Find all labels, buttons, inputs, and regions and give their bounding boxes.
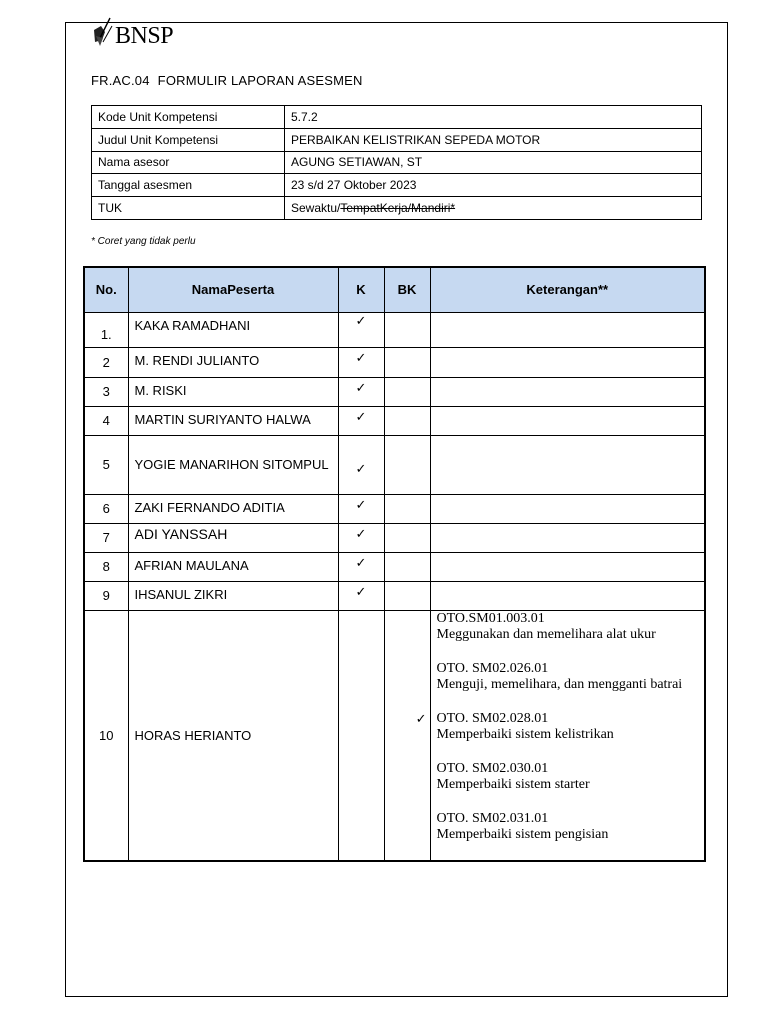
form-title <box>91 73 363 88</box>
info-row <box>92 106 702 129</box>
info-label: TUK <box>92 197 285 220</box>
row-keterangan <box>430 552 705 581</box>
check-mark-icon: ✓ <box>384 610 430 861</box>
row-name-text: ADI YANSSAH <box>134 525 228 542</box>
info-label: Tanggal asesmen <box>92 174 285 197</box>
row-bk <box>384 523 430 552</box>
check-mark-icon: ✓ <box>338 552 384 581</box>
row-name: YOGIE MANARIHON SITOMPUL <box>128 435 338 494</box>
table-row <box>84 347 705 377</box>
row-keterangan <box>430 377 705 406</box>
row-no: 8 <box>84 552 128 581</box>
table-row <box>84 312 705 347</box>
unit-item <box>437 711 705 744</box>
unit-item <box>437 661 705 694</box>
row-name: M. RENDI JULIANTO <box>128 347 338 377</box>
row-no: 4 <box>84 406 128 435</box>
unit-desc: Memperbaiki sistem kelistrikan <box>436 727 614 742</box>
header-bk: BK <box>384 267 430 312</box>
row-keterangan <box>430 610 705 861</box>
row-bk <box>384 347 430 377</box>
unit-item <box>437 761 705 794</box>
unit-code: OTO. SM02.031.01 <box>436 810 549 826</box>
info-row <box>92 174 702 197</box>
footnote: * Coret yang tidak perlu <box>91 236 196 247</box>
unit-code: OTO. SM02.026.01 <box>436 660 549 676</box>
table-row <box>84 435 705 494</box>
table-row <box>84 610 705 861</box>
row-name <box>128 523 338 552</box>
row-bk <box>384 494 430 523</box>
tuk-value-struck: TempatKerja/Mandiri* <box>340 201 456 216</box>
participants-table <box>83 266 706 862</box>
header-k: K <box>338 267 384 312</box>
table-row <box>84 552 705 581</box>
row-keterangan <box>430 312 705 347</box>
row-name: IHSANUL ZIKRI <box>128 581 338 610</box>
logo-text: BNSP <box>115 23 174 49</box>
table-row <box>84 377 705 406</box>
info-row <box>92 128 702 151</box>
check-mark-icon: ✓ <box>338 435 384 494</box>
info-value: PERBAIKAN KELISTRIKAN SEPEDA MOTOR <box>285 128 702 151</box>
info-label: Kode Unit Kompetensi <box>92 106 285 129</box>
header-name: NamaPeserta <box>128 267 338 312</box>
row-no: 3 <box>84 377 128 406</box>
header-no: No. <box>84 267 128 312</box>
form-code: FR.AC.04 <box>91 73 150 88</box>
table-row <box>84 494 705 523</box>
row-keterangan <box>430 347 705 377</box>
row-keterangan <box>430 494 705 523</box>
unit-desc: Memperbaiki sistem pengisian <box>436 827 609 842</box>
check-mark-icon: ✓ <box>338 581 384 610</box>
row-no: 9 <box>84 581 128 610</box>
row-bk <box>384 406 430 435</box>
unit-desc: Meggunakan dan memelihara alat ukur <box>436 627 656 642</box>
info-value: AGUNG SETIAWAN, ST <box>285 151 702 174</box>
form-name: FORMULIR LAPORAN ASESMEN <box>157 73 363 88</box>
row-keterangan <box>430 523 705 552</box>
row-no: 1. <box>84 312 128 347</box>
table-row <box>84 523 705 552</box>
info-label: Judul Unit Kompetensi <box>92 128 285 151</box>
info-value: 23 s/d 27 Oktober 2023 <box>285 174 702 197</box>
header-keterangan: Keterangan** <box>430 267 705 312</box>
row-bk <box>384 435 430 494</box>
check-mark-icon: ✓ <box>338 406 384 435</box>
bnsp-logo <box>91 16 173 56</box>
info-table <box>91 105 702 220</box>
row-name: MARTIN SURIYANTO HALWA <box>128 406 338 435</box>
row-no: 6 <box>84 494 128 523</box>
row-keterangan <box>430 581 705 610</box>
bnsp-emblem-icon <box>91 16 113 56</box>
row-bk <box>384 312 430 347</box>
row-no: 5 <box>84 435 128 494</box>
row-name: ZAKI FERNANDO ADITIA <box>128 494 338 523</box>
table-row <box>84 406 705 435</box>
unit-list <box>437 611 705 844</box>
tuk-value <box>285 197 702 220</box>
row-name: AFRIAN MAULANA <box>128 552 338 581</box>
unit-desc: Memperbaiki sistem starter <box>436 777 590 792</box>
info-row <box>92 197 702 220</box>
info-row <box>92 151 702 174</box>
row-name: KAKA RAMADHANI <box>128 312 338 347</box>
unit-desc: Menguji, memelihara, dan mengganti batrai <box>436 677 683 692</box>
table-row <box>84 581 705 610</box>
check-mark-icon: ✓ <box>338 494 384 523</box>
unit-code: OTO. SM02.028.01 <box>436 710 549 726</box>
check-mark-icon: ✓ <box>338 347 384 377</box>
unit-item <box>437 811 705 844</box>
row-keterangan <box>430 406 705 435</box>
check-mark-icon: ✓ <box>338 377 384 406</box>
table-header-row <box>84 267 705 312</box>
row-no: 7 <box>84 523 128 552</box>
info-label: Nama asesor <box>92 151 285 174</box>
check-mark-icon: ✓ <box>338 312 384 347</box>
info-value: 5.7.2 <box>285 106 702 129</box>
row-bk <box>384 377 430 406</box>
check-mark-icon: ✓ <box>338 523 384 552</box>
row-keterangan <box>430 435 705 494</box>
row-bk <box>384 581 430 610</box>
row-name: HORAS HERIANTO <box>128 610 338 861</box>
row-k <box>338 610 384 861</box>
row-no: 2 <box>84 347 128 377</box>
unit-item <box>437 611 705 644</box>
row-name: M. RISKI <box>128 377 338 406</box>
unit-code: OTO.SM01.003.01 <box>436 610 545 626</box>
unit-code: OTO. SM02.030.01 <box>436 760 549 776</box>
row-no: 10 <box>84 610 128 861</box>
tuk-value-plain: Sewaktu/ <box>291 201 341 216</box>
row-bk <box>384 552 430 581</box>
